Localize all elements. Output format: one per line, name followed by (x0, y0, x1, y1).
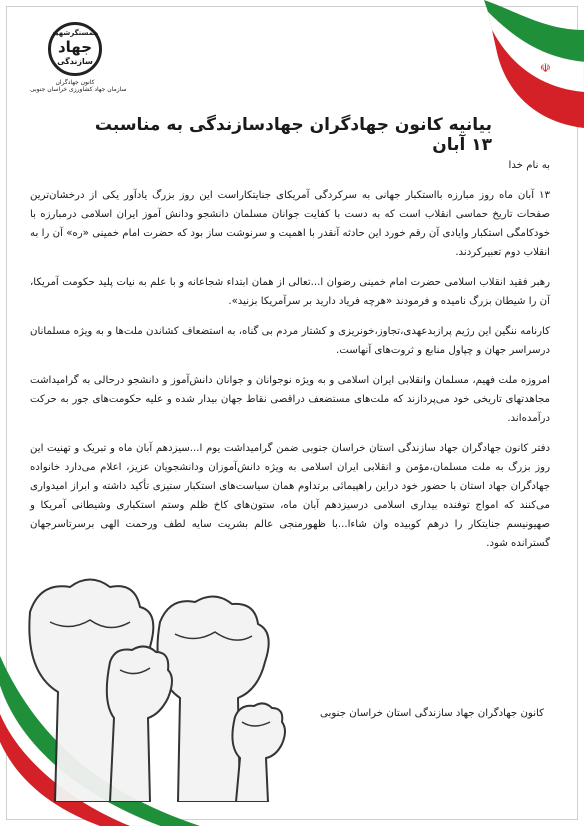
logo-word-jahad: جهاد (57, 38, 93, 56)
raised-fists-illustration (10, 552, 310, 802)
paragraph: امروزه ملت فهیم، مسلمان وانقلابی ایران اسلامی و به ویژه نوجوانان و جوانان دانش‌آموز و دانشجو درحالی به گرامیداشت مجاهدتهای تاریخی خود می‌پردازند که ملت‌های مستضعف دراقصی نقاط جهان بیدار شده و علیه حکومت‌های جور به حرکت درآمده‌اند. (30, 375, 550, 424)
paragraph: رهبر فقید انقلاب اسلامی حضرت امام خمینی رضوان ا...تعالی از همان ابتداء شجاعانه و با علم به نیات پلید حکومت آمریکا، آن را شیطان بزرگ نامیده و فرمودند «هرچه فریاد دارید بر سرآمریکا بزنید». (30, 277, 550, 307)
paragraph: کارنامه ننگین این رژیم پرازبدعهدی،تجاوز،خونریزی و کشتار مردم بی گناه، به استضعاف کشاندن ملت‌ها و به ویژه مسلمانان درسراسر جهان و چپاول منابع و ثروت‌های آنهاست. (30, 326, 550, 356)
logo-org-name: کانون جهادگران (55, 79, 95, 86)
signature: کانون جهادگران جهاد سازندگی استان خراسان جنوبی (320, 708, 544, 719)
paragraph: ۱۳ آبان ماه روز مبارزه بااستکبار جهانی به سرکردگی آمریکای جنایتکاراست این روز بزرگ یادآور یکی از درخشان‌ترین صفحات تاریخ حماسی انقلاب است که به دست با کفایت جوانان مسلمان دانشجو ودانش آموز ایران اسلامی درمبارزه با خودکامگی استکبار وایادی آن رقم خورد این حادثه آنقدر با اهمیت و سرنوشت ساز بود که حضرت امام خمینی «ره» آن را به انقلاب دوم تعبیرکردند. (30, 190, 550, 258)
paragraph: دفتر کانون جهادگران جهاد سازندگی استان خراسان جنوبی ضمن گرامیداشت یوم ا...سیزدهم آبان ماه و تبریک و تهنیت این روز بزرگ به ملت مسلمان،مؤمن و انقلابی ایران اسلامی به ویژه دانش‌آموزان ودانشجویان عزیز، اعلام می‌دارد خانواده جهادگران جهاد استان با حضور خود دراین راهپیمائی برتداوم همان سیاست‌های استکبار ستیزی تأکید داشته و ابراز امیدواری می‌کنند که امواج توفنده بیداری اسلامی درسیزدهم آبان ماه، ستون‌های کاخ ظلم وستم استکباری وشیطانی آمریکا و صهیونیسم جنایتکار را درهم کوبیده وان شاءا...با ظهورمنجی عالم بشریت سایه لطف ورحمت الهی برسرتاسرجهان گسترانده شود. (30, 443, 550, 549)
logo-word-sazandegi: سازندگی (57, 57, 93, 66)
logo-org-subtitle: سازمان جهاد کشاورزی خراسان جنوبی (30, 86, 127, 93)
organization-logo (30, 22, 127, 114)
statement-title: بیانیه کانون جهادگران جهادسازندگی به مناسبت ۱۳ آبان (94, 115, 492, 155)
svg-text:☫: ☫ (540, 61, 551, 75)
logo-motto: همسنگرشهید (51, 29, 99, 37)
logo-emblem (48, 22, 102, 76)
salutation: به نام خدا (508, 160, 550, 171)
statement-body (30, 156, 550, 564)
